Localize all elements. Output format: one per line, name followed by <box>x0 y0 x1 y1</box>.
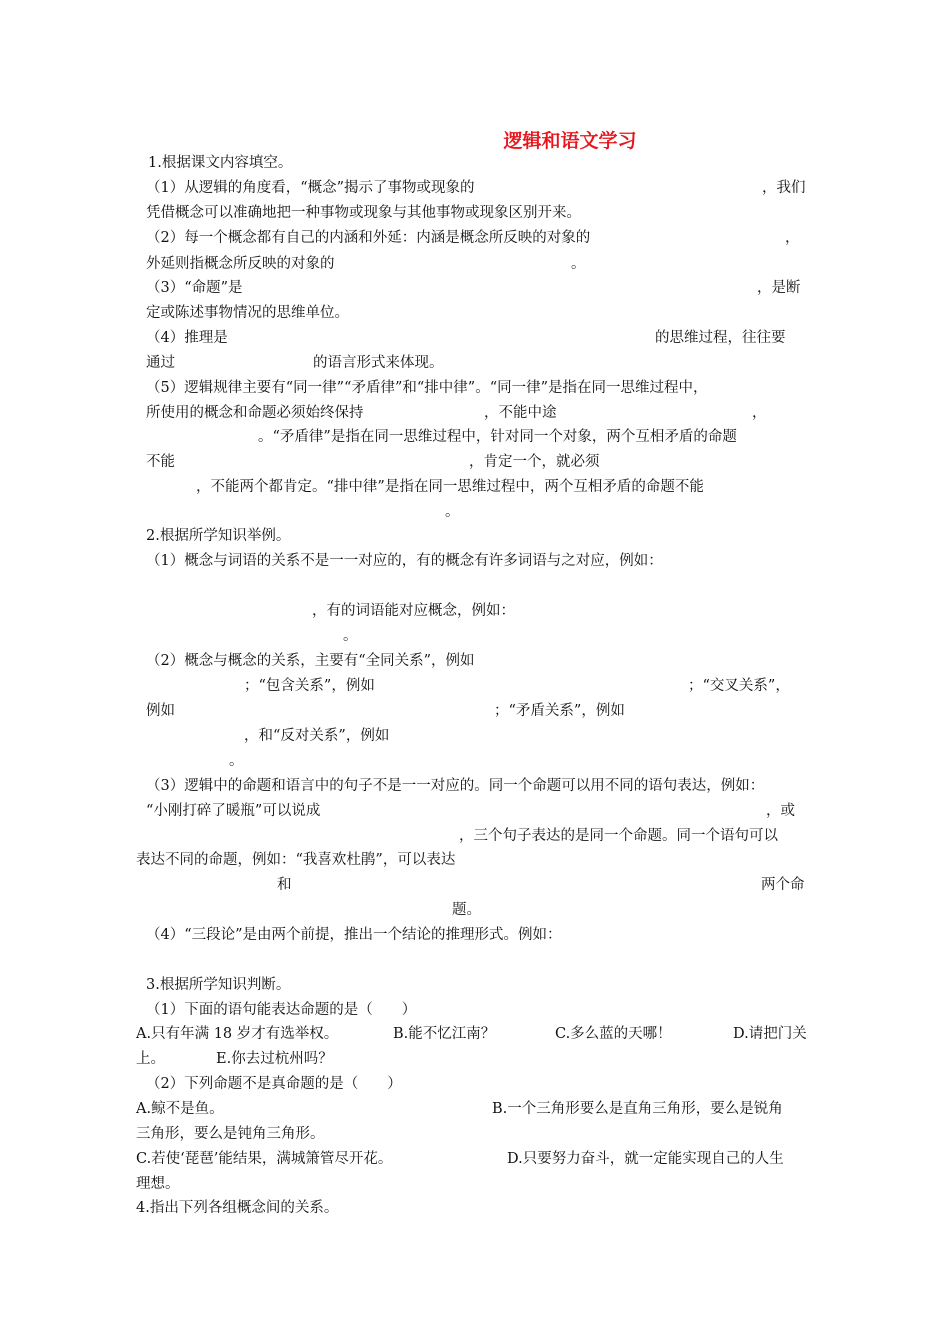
q2-p2-line2-end: ；“交叉关系”， <box>688 678 790 694</box>
q3-p2-option-c: C.若使‘琵琶’能结果，满城箫管尽开花。 <box>136 1151 393 1167</box>
q3-p2-option-b: B.一个三角形要么是直角三角形，要么是锐角 <box>492 1101 783 1117</box>
q2-p3-line3: ，三个句子表达的是同一个命题。同一个语句可以 <box>459 828 778 844</box>
q3-p2-option-a: A.鲸不是鱼。 <box>136 1101 224 1117</box>
q1-p1-line2: 凭借概念可以准确地把一种事物或现象与其他事物或现象区别开来。 <box>146 205 581 221</box>
q2-p3-line2: “小刚打碎了暖瓶”可以说成 <box>146 803 321 819</box>
q3-p2-stem: （2）下列命题不是真命题的是（ ） <box>146 1076 402 1092</box>
q1-p5-line2-end: ， <box>752 405 767 421</box>
q1-p5-line4-end: ，肯定一个，就必须 <box>469 454 600 470</box>
q2-p3-line5: 和 <box>277 877 292 893</box>
q2-p2-line5: 。 <box>229 753 244 769</box>
q3-p1-option-d-cont: 上。 <box>136 1051 165 1067</box>
q3-p1-stem: （1）下面的语句能表达命题的是（ ） <box>146 1002 417 1018</box>
q2-p2-line2: ；“包含关系”，例如 <box>244 678 375 694</box>
q2-p1-line2: ，有的词语能对应概念，例如： <box>312 603 515 619</box>
q1-p5-line4: 不能 <box>146 454 175 470</box>
q1-p5-line1: （5）逻辑规律主要有“同一律”“矛盾律”和“排中律”。“同一律”是指在同一思维过程中， <box>146 380 708 396</box>
q1-p2-line1: （2）每一个概念都有自己的内涵和外延：内涵是概念所反映的对象的 <box>146 230 591 246</box>
q1-p2-line2-end: 。 <box>571 256 586 272</box>
q4-heading: 4.指出下列各组概念间的关系。 <box>136 1200 339 1216</box>
q1-p3-line1-end: ，是断 <box>757 280 801 296</box>
q1-p5-line3: 。“矛盾律”是指在同一思维过程中，针对同一个对象，两个互相矛盾的命题 <box>258 429 737 445</box>
q2-p2-line3: 例如 <box>146 703 175 719</box>
q1-p4-line1: （4）推理是 <box>146 330 228 346</box>
q1-p5-line6: 。 <box>445 504 460 520</box>
q1-heading: 1.根据课文内容填空。 <box>148 155 293 171</box>
q2-p3-line6: 题。 <box>452 902 481 918</box>
q2-p3-line4: 表达不同的命题，例如：“我喜欢杜鹃”，可以表达 <box>136 852 456 868</box>
q2-p3-line5-end: 两个命 <box>761 877 805 893</box>
q2-p2-line4: ，和“反对关系”，例如 <box>244 728 390 744</box>
q1-p1-line1: （1）从逻辑的角度看，“概念”揭示了事物或现象的 <box>146 180 475 196</box>
q3-p2-option-d: D.只要努力奋斗，就一定能实现自己的人生 <box>507 1151 784 1167</box>
q3-p2-option-d-cont: 理想。 <box>136 1176 180 1192</box>
q3-p2-option-b-cont: 三角形，要么是钝角三角形。 <box>136 1126 325 1142</box>
q3-p1-option-b: B.能不忆江南？ <box>393 1026 496 1042</box>
q1-p1-line1-end: ，我们 <box>762 180 806 196</box>
document-title: 逻辑和语文学习 <box>503 130 637 152</box>
q1-p4-line1-end: 的思维过程，往往要 <box>655 330 786 346</box>
q3-p1-option-e: E.你去过杭州吗？ <box>216 1051 333 1067</box>
q2-p1-line1: （1）概念与词语的关系不是一一对应的，有的概念有许多词语与之对应，例如： <box>146 553 663 569</box>
q2-p2-line3-end: ；“矛盾关系”，例如 <box>494 703 625 719</box>
q2-p1-line3: 。 <box>343 628 358 644</box>
q1-p3-line1: （3）“命题”是 <box>146 280 243 296</box>
q2-p4-line1: （4）“三段论”是由两个前提，推出一个结论的推理形式。例如： <box>146 927 562 943</box>
q1-p2-line2: 外延则指概念所反映的对象的 <box>146 256 335 272</box>
q2-p3-line1: （3）逻辑中的命题和语言中的句子不是一一对应的。同一个命题可以用不同的语句表达，例如： <box>146 778 765 794</box>
q1-p2-line1-end: ， <box>785 230 800 246</box>
q3-p1-option-d: D.请把门关 <box>733 1026 807 1042</box>
q1-p5-line5: ，不能两个都肯定。“排中律”是指在同一思维过程中，两个互相矛盾的命题不能 <box>196 479 704 495</box>
q1-p3-line2: 定或陈述事物情况的思维单位。 <box>146 305 349 321</box>
q2-heading: 2.根据所学知识举例。 <box>146 528 291 544</box>
q3-p1-option-a: A.只有年满 18 岁才有选举权。 <box>136 1026 339 1042</box>
q3-p1-option-c: C.多么蓝的天哪！ <box>555 1026 672 1042</box>
q1-p5-line2: 所使用的概念和命题必须始终保持 <box>146 405 364 421</box>
q2-p2-line1: （2）概念与概念的关系，主要有“全同关系”，例如 <box>146 653 475 669</box>
q3-heading: 3.根据所学知识判断。 <box>146 977 291 993</box>
q1-p5-line2-mid: ，不能中途 <box>484 405 557 421</box>
q1-p4-line2: 通过 <box>146 355 175 371</box>
q2-p3-line2-end: ，或 <box>766 803 795 819</box>
q1-p4-line2-end: 的语言形式来体现。 <box>313 355 444 371</box>
